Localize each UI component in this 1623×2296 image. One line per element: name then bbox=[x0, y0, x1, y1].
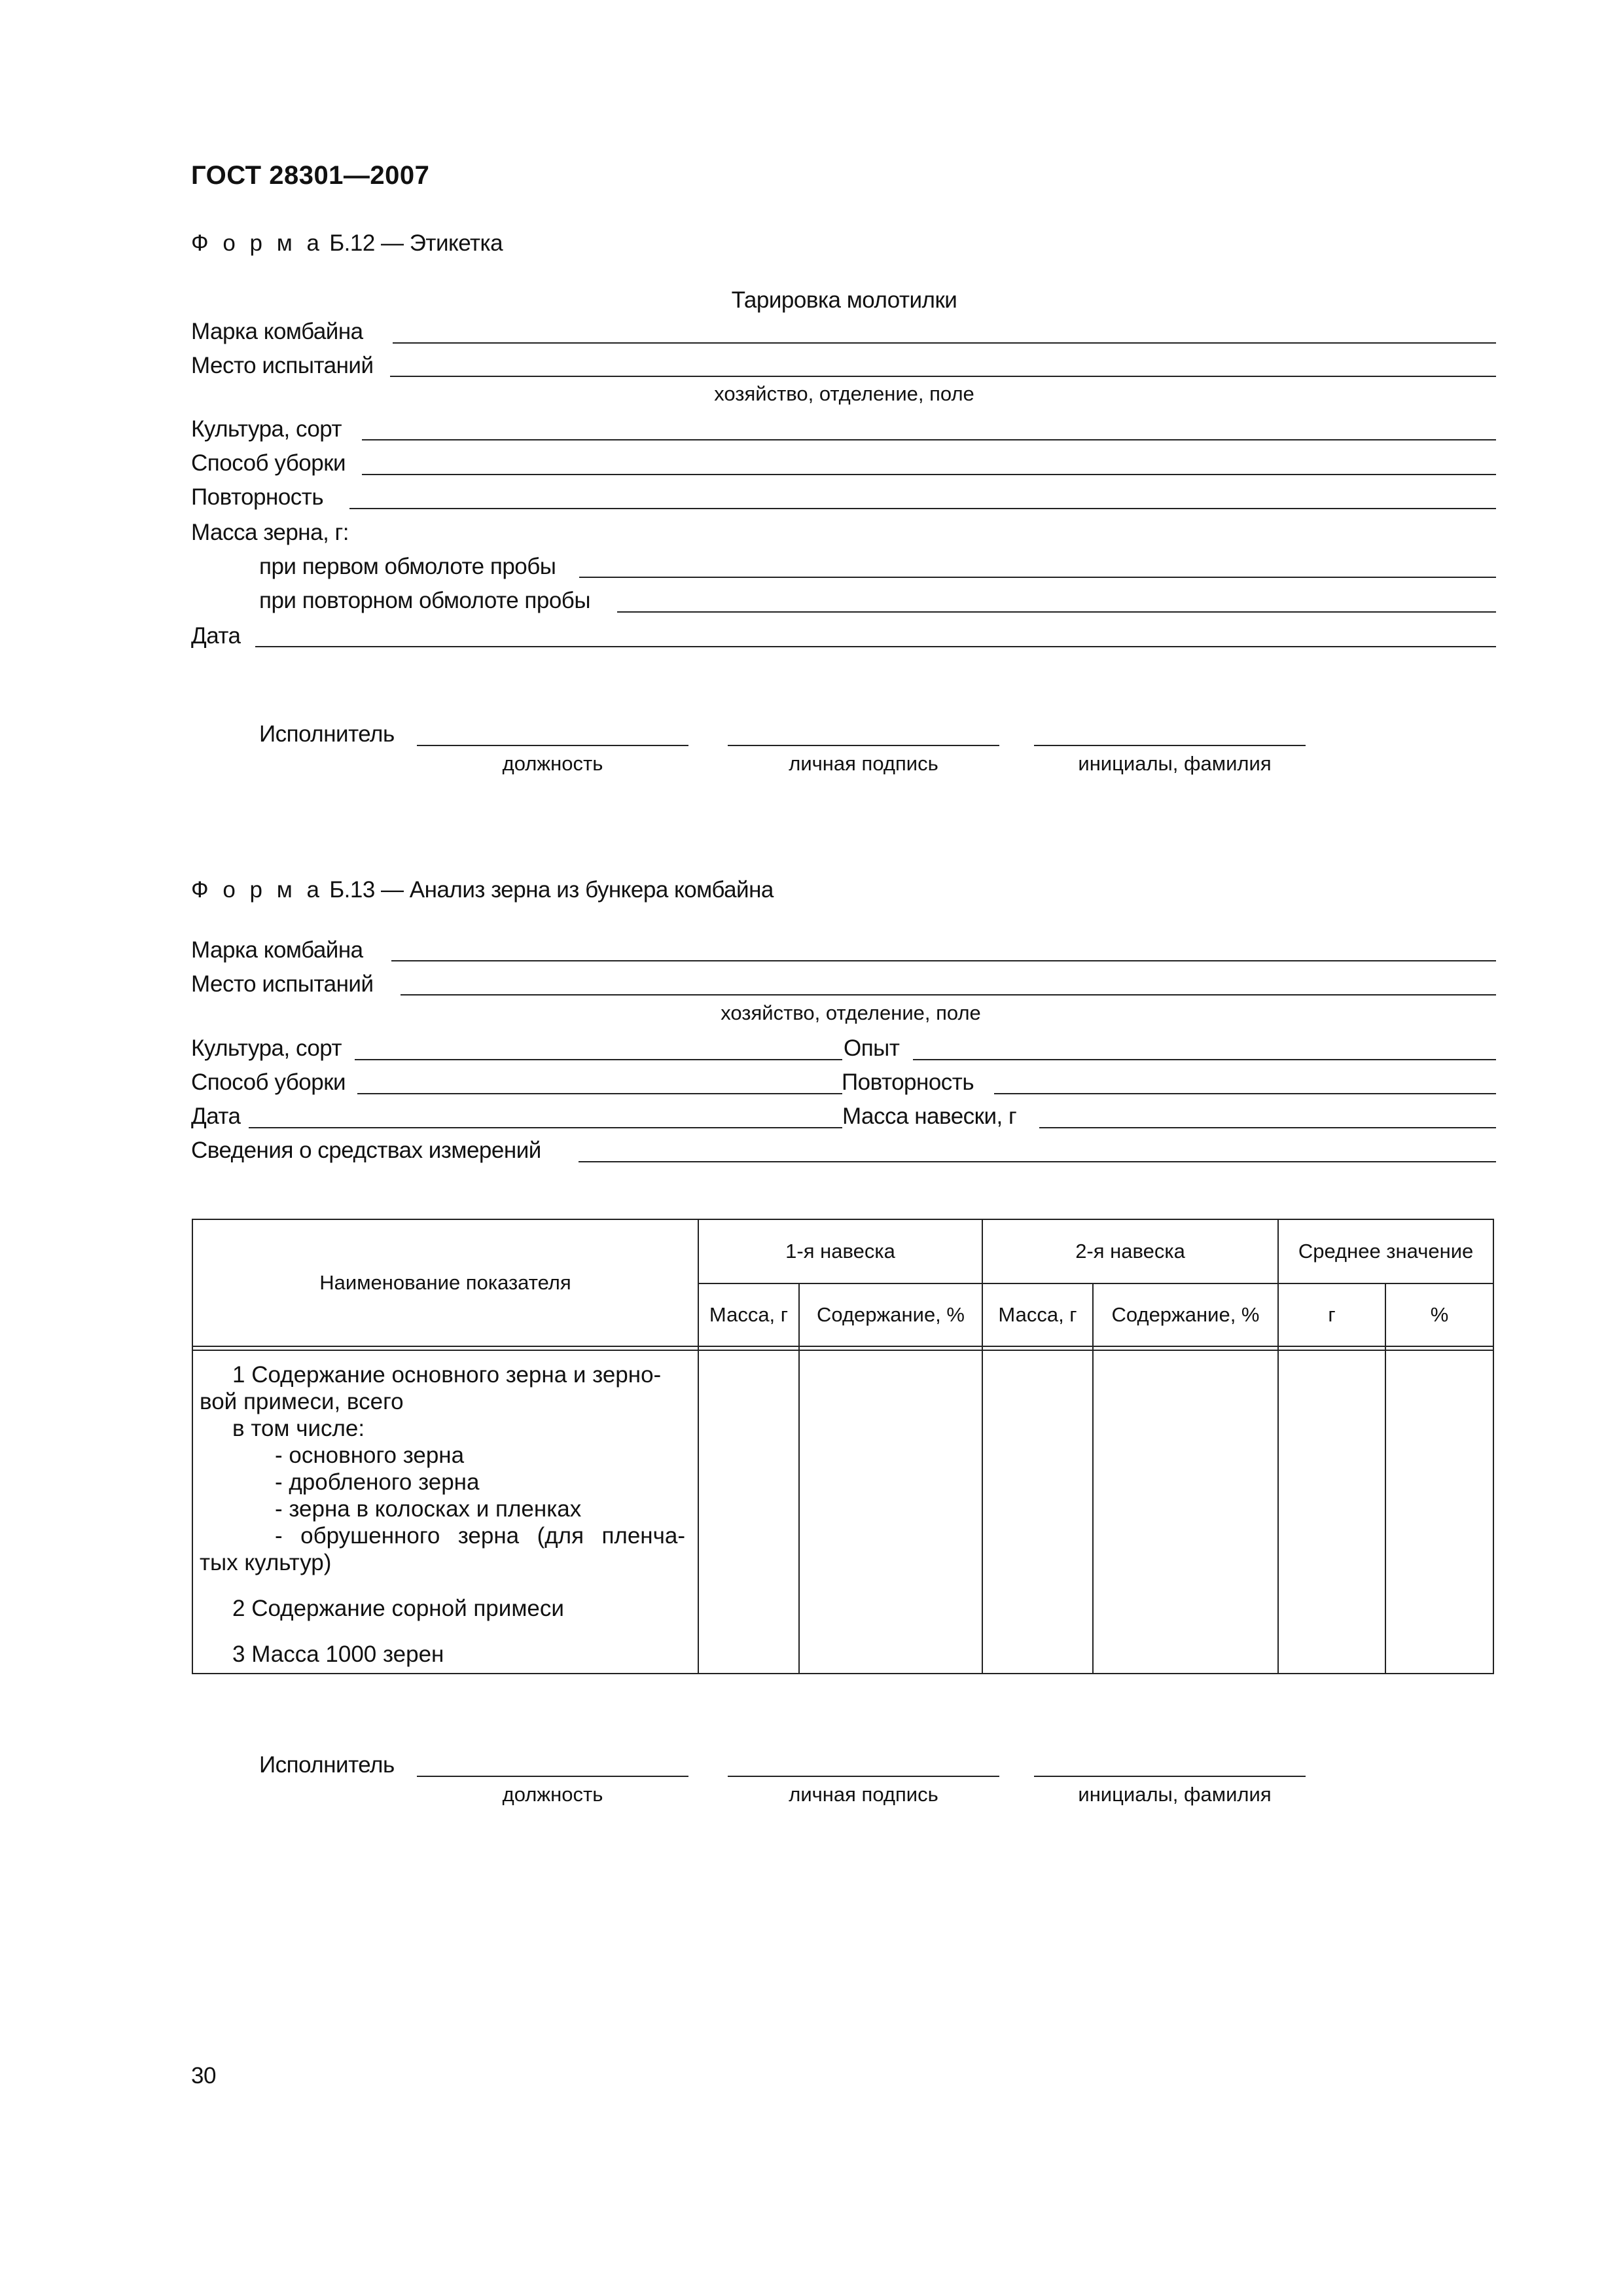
row1-line1: 1 Содержание основного зерна и зерно- bbox=[232, 1362, 662, 1388]
form12-signature-hint: личная подпись bbox=[789, 752, 938, 775]
form13-experiment-field[interactable] bbox=[913, 1059, 1496, 1060]
col-header-sample1: 1-я навеска bbox=[698, 1219, 982, 1283]
col-header-mass-2: Масса, г bbox=[982, 1283, 1093, 1346]
form12-second-label: при повторном обмолоте пробы bbox=[259, 588, 591, 613]
page-number: 30 bbox=[191, 2063, 216, 2089]
form13-place-label: Место испытаний bbox=[191, 971, 374, 997]
cell-mass-2[interactable] bbox=[982, 1350, 1093, 1674]
row1-line4: - основного зерна bbox=[275, 1443, 465, 1468]
row1-line3: в том числе: bbox=[232, 1416, 365, 1441]
form12-name-hint: инициалы, фамилия bbox=[1078, 752, 1272, 775]
form12-first-label: при первом обмолоте пробы bbox=[259, 554, 556, 579]
col-header-g: г bbox=[1278, 1283, 1385, 1346]
form13-signature-field[interactable] bbox=[728, 1776, 999, 1777]
form12-second-field[interactable] bbox=[617, 611, 1496, 613]
form13-caption bbox=[191, 876, 774, 905]
form13-caption-word: Ф о р м а bbox=[191, 877, 323, 903]
row1-line8: тых культур) bbox=[200, 1550, 332, 1575]
cell-avg-pct[interactable] bbox=[1385, 1350, 1493, 1674]
form13-sample-mass-field[interactable] bbox=[1039, 1127, 1496, 1128]
form13-crop-field[interactable] bbox=[355, 1059, 842, 1060]
form12-date-label: Дата bbox=[191, 623, 241, 649]
form13-place-hint: хозяйство, отделение, поле bbox=[721, 1001, 981, 1024]
form12-brand-label: Марка комбайна bbox=[191, 319, 363, 344]
row1-line5: - дробленого зерна bbox=[275, 1469, 480, 1495]
form12-caption-rest: Б.12 — Этикетка bbox=[323, 230, 503, 256]
form12-name-field[interactable] bbox=[1034, 745, 1306, 746]
form12-first-field[interactable] bbox=[579, 577, 1496, 578]
form12-title: Тарировка молотилки bbox=[731, 287, 957, 313]
cell-content-2[interactable] bbox=[1093, 1350, 1278, 1674]
col-header-name: Наименование показателя bbox=[192, 1219, 698, 1346]
col-header-pct: % bbox=[1385, 1283, 1493, 1346]
col-header-sample2: 2-я навеска bbox=[982, 1219, 1278, 1283]
form13-place-field[interactable] bbox=[401, 994, 1496, 996]
form13-name-hint: инициалы, фамилия bbox=[1078, 1783, 1272, 1806]
form13-position-hint: должность bbox=[502, 1783, 603, 1806]
form12-caption bbox=[191, 229, 503, 258]
form12-place-label: Место испытаний bbox=[191, 353, 374, 378]
form13-date-field[interactable] bbox=[249, 1127, 842, 1128]
form13-repeat-field[interactable] bbox=[994, 1093, 1496, 1094]
form13-position-field[interactable] bbox=[417, 1776, 688, 1777]
form13-method-field[interactable] bbox=[357, 1093, 842, 1094]
form12-crop-field[interactable] bbox=[362, 439, 1496, 440]
row2-label: 2 Содержание сорной примеси bbox=[232, 1596, 564, 1621]
cell-mass-1[interactable] bbox=[698, 1350, 799, 1674]
table-row-labels bbox=[192, 1350, 698, 1674]
form13-sample-mass-label: Масса навески, г bbox=[842, 1103, 1017, 1129]
form12-mass-label: Масса зерна, г: bbox=[191, 520, 349, 545]
col-header-content-2: Содержание, % bbox=[1093, 1283, 1278, 1346]
form12-date-field[interactable] bbox=[255, 646, 1496, 647]
form13-instruments-field[interactable] bbox=[579, 1161, 1496, 1162]
form12-brand-field[interactable] bbox=[393, 342, 1496, 344]
form12-repeat-label: Повторность bbox=[191, 484, 324, 510]
row1-line7: - обрушенного зерна (для пленча- bbox=[275, 1523, 685, 1549]
analysis-table bbox=[192, 1219, 1494, 1674]
form13-date-label: Дата bbox=[191, 1103, 241, 1129]
col-header-mass-1: Масса, г bbox=[698, 1283, 799, 1346]
form13-executor-label: Исполнитель bbox=[259, 1752, 395, 1778]
form13-experiment-label: Опыт bbox=[844, 1035, 900, 1061]
document-code: ГОСТ 28301—2007 bbox=[191, 161, 430, 190]
form12-executor-label: Исполнитель bbox=[259, 721, 395, 747]
row1-line2: вой примеси, всего bbox=[200, 1389, 404, 1414]
form13-crop-label: Культура, сорт bbox=[191, 1035, 342, 1061]
form13-name-field[interactable] bbox=[1034, 1776, 1306, 1777]
form13-instruments-label: Сведения о средствах измерений bbox=[191, 1138, 541, 1163]
row3-label: 3 Масса 1000 зерен bbox=[232, 1641, 444, 1667]
form12-repeat-field[interactable] bbox=[349, 508, 1496, 509]
form12-caption-word: Ф о р м а bbox=[191, 230, 323, 256]
form13-brand-label: Марка комбайна bbox=[191, 937, 363, 963]
form13-method-label: Способ уборки bbox=[191, 1069, 346, 1095]
cell-content-1[interactable] bbox=[799, 1350, 982, 1674]
form12-place-hint: хозяйство, отделение, поле bbox=[714, 382, 974, 405]
form12-method-field[interactable] bbox=[362, 474, 1496, 475]
form13-signature-hint: личная подпись bbox=[789, 1783, 938, 1806]
form12-crop-label: Культура, сорт bbox=[191, 416, 342, 442]
cell-avg-g[interactable] bbox=[1278, 1350, 1385, 1674]
col-header-content-1: Содержание, % bbox=[799, 1283, 982, 1346]
form12-position-field[interactable] bbox=[417, 745, 688, 746]
form12-place-field[interactable] bbox=[390, 376, 1496, 377]
form12-method-label: Способ уборки bbox=[191, 450, 346, 476]
col-header-average: Среднее значение bbox=[1278, 1219, 1493, 1283]
form13-caption-rest: Б.13 — Анализ зерна из бункера комбайна bbox=[323, 877, 774, 903]
row1-line6: - зерна в колосках и пленках bbox=[275, 1496, 582, 1522]
form12-signature-field[interactable] bbox=[728, 745, 999, 746]
form12-position-hint: должность bbox=[502, 752, 603, 775]
form13-repeat-label: Повторность bbox=[842, 1069, 974, 1095]
form13-brand-field[interactable] bbox=[391, 960, 1496, 961]
